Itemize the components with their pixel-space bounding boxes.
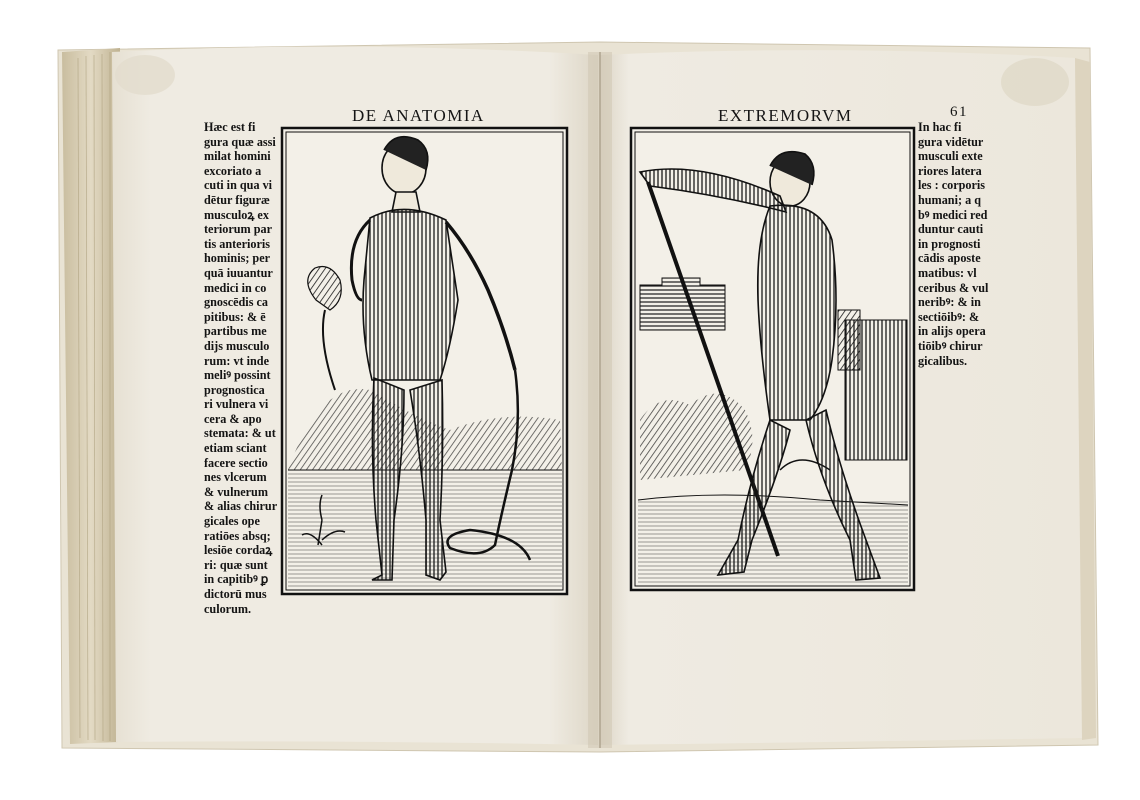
left-woodcut (282, 128, 567, 594)
text-line: ceribus & vul (918, 280, 989, 295)
page-number: 61 (950, 104, 968, 120)
text-line: etiam sciant (204, 441, 267, 456)
text-line: les : corporis (918, 178, 986, 193)
text-line: In hac fi (918, 120, 962, 134)
text-line: & vulnerum (204, 484, 268, 499)
text-line: medici in co (204, 280, 267, 295)
text-line: meliꝰ possint (204, 368, 271, 383)
text-line: gicalibus. (918, 353, 968, 368)
left-side-text (204, 120, 280, 616)
text-line: teriorum par (204, 222, 273, 237)
text-line: in prognosti (918, 236, 981, 251)
text-line: gura vidētur (918, 134, 984, 149)
text-line: nes vlcerum (204, 470, 267, 485)
text-line: gnoscēdis ca (204, 295, 268, 310)
text-line: ri: quæ sunt (204, 557, 268, 572)
right-running-head: EXTREMORVM (718, 106, 853, 125)
text-line: ri vulnera vi (204, 397, 269, 412)
text-line: excoriato a (204, 163, 262, 178)
text-line: gicales ope (204, 514, 260, 529)
text-line: partibus me (204, 324, 267, 339)
text-line: sectiōibꝰ: & (918, 309, 980, 324)
text-line: dijs musculo (204, 338, 270, 353)
left-running-head: DE ANATOMIA (352, 106, 485, 125)
text-line: & alias chirur (204, 499, 278, 514)
text-line: quā iuuantur (204, 265, 273, 280)
text-line: tiōibꝰ chirur (918, 338, 983, 353)
text-line: duntur cauti (918, 222, 984, 237)
text-line: neribꝰ: & in (918, 295, 981, 310)
text-line: hominis; per (204, 251, 271, 266)
text-line: cuti in qua vi (204, 178, 273, 193)
text-line: in capitibꝰ ꝑ (204, 572, 269, 587)
text-line: pitibus: & ē (204, 309, 266, 324)
text-line: matibus: vl (918, 265, 977, 280)
text-line: Hæc est fi (204, 120, 256, 134)
text-line: cera & apo (204, 411, 262, 426)
text-line: lesiōe cordaꝝ (204, 543, 273, 558)
text-line: dictorū mus (204, 587, 267, 601)
text-line: rum: vt inde (204, 353, 269, 368)
text-line: ratiōes absq; (204, 528, 271, 543)
text-line: humani; a q (918, 192, 981, 207)
text-line: bꝰ medici red (918, 207, 988, 222)
text-line: musculi exte (918, 149, 983, 164)
right-woodcut (631, 128, 914, 590)
text-line: tis anterioris (204, 236, 271, 251)
text-line: in alijs opera (918, 324, 986, 339)
text-line: prognostica (204, 382, 265, 397)
text-line: gura quæ assi (204, 134, 276, 149)
text-line: cādis aposte (918, 251, 981, 266)
text-line: dētur figuræ (204, 192, 270, 207)
text-line: facere sectio (204, 455, 268, 470)
text-line: riores latera (918, 163, 982, 178)
text-line: milat homini (204, 149, 271, 164)
text-line: culorum. (204, 601, 252, 616)
text-line: musculoꝝ ex (204, 207, 269, 222)
right-side-text (918, 120, 998, 368)
left-page-edge (62, 48, 120, 744)
text-line: stemata: & ut (204, 426, 276, 441)
